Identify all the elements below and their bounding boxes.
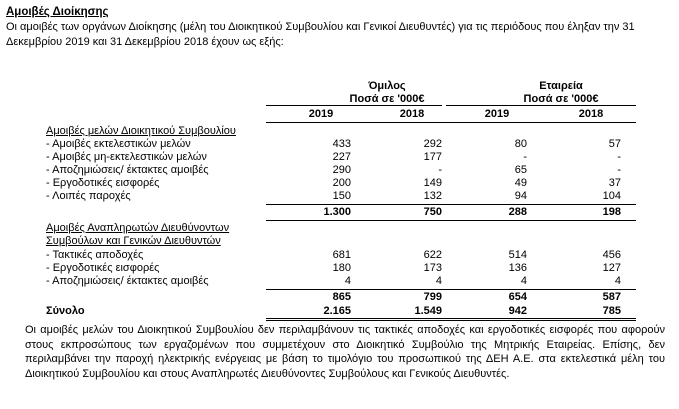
cell-value: 173: [423, 262, 442, 274]
total-row: [0, 305, 679, 317]
group-unit: Ποσά σε '000€: [349, 93, 425, 105]
header-rule-company: [446, 105, 636, 106]
cell-value: 37: [608, 177, 621, 189]
cell-value: 80: [514, 138, 527, 150]
year-header: 2019: [484, 108, 510, 120]
table-row: [0, 164, 679, 176]
cell-value: 200: [332, 177, 351, 189]
subtotal-row: [0, 291, 679, 303]
row-label: - Αμοιβές μη-εκτελεστικών μελών: [46, 151, 207, 163]
table-row: [0, 275, 679, 287]
table-row: [0, 125, 679, 137]
cell-value: 865: [332, 291, 351, 303]
cell-value: 433: [332, 138, 351, 150]
cell-value: -: [617, 164, 621, 176]
cell-value: 942: [508, 305, 527, 317]
cell-value: 177: [423, 151, 442, 163]
table-row: [0, 222, 679, 234]
cell-value: 681: [332, 249, 351, 261]
cell-value: 514: [508, 249, 527, 261]
cell-value: 4: [614, 275, 621, 287]
cell-value: -: [523, 151, 527, 163]
table-row: [0, 190, 679, 202]
footer-note: Οι αμοιβές μελών του Διοικητικού Συμβουλίου δεν περιλαμβάνουν τις τακτικές αποδοχές και εργοδοτικές εισφορές που αφορούν στους εκπροσώπους των εργαζομένων που συμμετέχουν στο Διοικητικό Συμβούλιο της Μητρικής Εταιρείας. Επίσης, δεν περιλαμβάνει την παροχή ηλεκτρικής ενέργειας με βάση το τιμολόγιο του προσωπικού της ΔΕΗ Α.Ε. στα εκτελεστικά μέλη του Διοικητικού Συμβουλίου και στους Αναπληρωτές Διευθύνοντες Συμβούλους και Γενικούς Διευθυντές.: [25, 324, 665, 380]
cell-value: 127: [602, 262, 621, 274]
cell-value: 104: [602, 190, 621, 202]
table-row: [0, 138, 679, 150]
section-title: Αμοιβές Διοίκησης: [6, 6, 109, 18]
cell-value: 750: [423, 206, 442, 218]
subtotal-rule: [266, 289, 636, 290]
cell-value: 290: [332, 164, 351, 176]
cell-value: 4: [344, 275, 351, 287]
year-header: 2018: [578, 108, 604, 120]
cell-value: -: [617, 151, 621, 163]
cell-value: 799: [423, 291, 442, 303]
cell-value: 198: [602, 206, 621, 218]
total-underline: [266, 318, 636, 321]
cell-value: 149: [423, 177, 442, 189]
cell-value: 1.300: [323, 206, 351, 218]
row-label: Συμβούλων και Γενικών Διευθυντών: [46, 235, 221, 247]
row-label: - Λοιπές παροχές: [46, 190, 131, 202]
table-row: [0, 262, 679, 274]
group-name: Όμιλος: [368, 80, 406, 92]
cell-value: 622: [423, 249, 442, 261]
cell-value: 94: [514, 190, 527, 202]
row-label: - Εργοδοτικές εισφορές: [46, 262, 160, 274]
row-label: - Αμοιβές εκτελεστικών μελών: [46, 138, 191, 150]
row-label: - Εργοδοτικές εισφορές: [46, 177, 160, 189]
year-header: 2019: [308, 108, 334, 120]
cell-value: 136: [508, 262, 527, 274]
cell-value: 227: [332, 151, 351, 163]
cell-value: 4: [520, 275, 527, 287]
cell-value: -: [438, 164, 442, 176]
year-rule: [266, 122, 636, 123]
cell-value: 132: [423, 190, 442, 202]
group-header-company: [486, 80, 636, 106]
table-row: [0, 235, 679, 247]
table-row: [0, 177, 679, 189]
subtotal-rule: [266, 204, 636, 205]
cell-value: 150: [332, 190, 351, 202]
company-unit: Ποσά σε '000€: [523, 93, 599, 105]
row-label: Σύνολο: [46, 305, 85, 317]
cell-value: 292: [423, 138, 442, 150]
cell-value: 785: [602, 305, 621, 317]
group-header-group: [312, 80, 462, 106]
table-row: [0, 151, 679, 163]
cell-value: 49: [514, 177, 527, 189]
company-name: Εταιρεία: [539, 80, 583, 92]
cell-value: 65: [514, 164, 527, 176]
row-label: - Αποζημιώσεις/ έκτακτες αμοιβές: [46, 164, 209, 176]
row-label: - Τακτικές αποδοχές: [46, 249, 144, 261]
header-rule-group: [266, 105, 442, 106]
cell-value: 587: [602, 291, 621, 303]
cell-value: 2.165: [323, 305, 351, 317]
cell-value: 288: [508, 206, 527, 218]
row-label: Αμοιβές Αναπληρωτών Διευθύνοντων: [46, 222, 230, 234]
cell-value: 4: [435, 275, 442, 287]
cell-value: 456: [602, 249, 621, 261]
row-label: - Αποζημιώσεις/ έκτακτες αμοιβές: [46, 275, 209, 287]
intro-paragraph: Οι αμοιβές των οργάνων Διοίκησης (μέλη του Διοικητικού Συμβουλίου και Γενικοί Διευθυντές) για τις περιόδους που έληξαν την 31 Δεκεμβρίου 2019 και 31 Δεκεμβρίου 2018 έχουν ως εξής:: [6, 21, 635, 48]
subtotal-row: [0, 206, 679, 218]
table-row: [0, 249, 679, 261]
cell-value: 57: [608, 138, 621, 150]
subtotal-underline: [266, 220, 636, 221]
cell-value: 180: [332, 262, 351, 274]
cell-value: 654: [508, 291, 527, 303]
year-header: 2018: [399, 108, 425, 120]
cell-value: 1.549: [414, 305, 442, 317]
row-label: Αμοιβές μελών Διοικητικού Συμβουλίου: [46, 125, 236, 137]
